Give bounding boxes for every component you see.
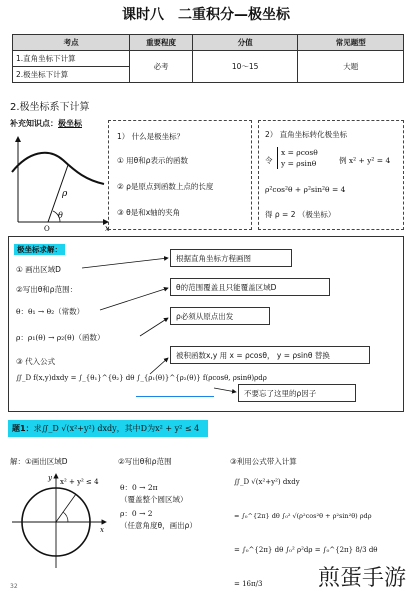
- table-cell: 必考: [130, 51, 193, 83]
- page-title: 课时八 二重积分—极坐标: [122, 7, 290, 23]
- theta-note: （覆盖整个圆区域）: [120, 495, 188, 504]
- x-label: x: [105, 224, 110, 232]
- table-header: 重要程度: [130, 35, 193, 51]
- rho-factor-underline: [136, 396, 214, 397]
- note-rho-text: ρ必须从原点出发: [176, 312, 234, 321]
- table-cell: 10～15: [192, 51, 298, 83]
- calc-line-2: = ∫₀^{2π} dθ ∫₀² √(ρ²cos²θ + ρ²sin²θ) ρdρ: [234, 512, 372, 520]
- angle-arc: [63, 512, 68, 522]
- example-text: 求∬_D √(x²+y²) dxdy，其中D为x² + y² ≤ 4: [33, 424, 200, 433]
- example-banner: [8, 420, 208, 437]
- def-item-3: ③ θ是和x轴的夹角: [117, 208, 181, 217]
- question-1: 1） 什么是极坐标？: [117, 132, 185, 141]
- def-item-1: ① 用θ和ρ表示的函数: [117, 156, 188, 165]
- note-rho-factor-text: 不要忘了这里的ρ因子: [244, 389, 317, 398]
- region-circle-graph: [10, 470, 110, 570]
- method-theta-range: θ：θ₁ → θ₂（常数）: [16, 307, 85, 316]
- method-header-text: 极坐标求解：: [14, 244, 65, 255]
- page-number: 32: [10, 583, 18, 590]
- table-header: 考点: [13, 35, 130, 51]
- conversion-result: 得 ρ = 2 （极坐标）: [265, 210, 336, 219]
- method-step-3: ③ 代入公式: [16, 357, 56, 366]
- table-cell: 大题: [298, 51, 404, 83]
- solution-step-1: 解：①画出区域D: [10, 457, 68, 466]
- system-eq-x: x = ρcosθ: [281, 148, 318, 157]
- method-step-2: ②写出θ和ρ范围：: [16, 285, 78, 294]
- y-label: y: [48, 474, 52, 482]
- conversion-step: ρ²cos²θ + ρ²sin²θ = 4: [265, 185, 346, 194]
- origin-label: O: [44, 225, 50, 232]
- table-header: 常见题型: [298, 35, 404, 51]
- rho-note: （任意角度θ，画出ρ）: [120, 521, 197, 530]
- calc-line-3: = ∫₀^{2π} dθ ∫₀² ρ²dρ = ∫₀^{2π} 8/3 dθ: [234, 546, 378, 554]
- x-label: x: [100, 526, 104, 534]
- table-cell: 1.直角坐标下计算: [13, 51, 130, 67]
- solution-step-3: ③利用公式带入计算: [230, 457, 297, 466]
- conversion-let: 令: [265, 156, 273, 165]
- brand-watermark: 煎蛋手游: [317, 566, 406, 591]
- note-theta-text: θ的范围覆盖且只能覆盖区域D: [176, 283, 277, 292]
- method-step-1: ① 画出区域D: [16, 265, 61, 274]
- table-cell: 2.极坐标下计算: [13, 67, 130, 83]
- polar-formula: ∬_D f(x,y)dxdy = ∫_{θ₁}^{θ₂} dθ ∫_{ρ₁(θ)}^{ρ₂(θ)} f(ρcosθ, ρsinθ)ρdρ: [16, 374, 267, 382]
- supplement-label-text: 补充知识点：: [10, 119, 58, 128]
- solution-step-2: ②写出θ和ρ范围: [118, 457, 172, 466]
- theta-label: θ: [58, 211, 63, 220]
- rho-range: ρ：0 → 2: [120, 509, 153, 518]
- radius-line: [56, 494, 76, 522]
- method-rho-range: ρ：ρ₁(θ) → ρ₂(θ)（函数）: [16, 333, 105, 342]
- system-eq-y: y = ρsinθ: [281, 159, 317, 168]
- calc-line-4: = 16π/3: [234, 580, 263, 588]
- def-item-2: ② ρ是原点到函数上点的长度: [117, 182, 214, 191]
- theta-range: θ：0 → 2π: [120, 483, 158, 492]
- rho-label: ρ: [62, 189, 68, 199]
- supplement-topic: 极坐标: [58, 119, 82, 128]
- note-draw-text: 根据直角坐标方程画图: [176, 254, 251, 263]
- conversion-example: 例 x² + y² = 4: [339, 156, 391, 165]
- calc-line-1: ∬_D √(x²+y²) dxdy: [234, 478, 300, 486]
- circle-inequality: x² + y² ≤ 4: [60, 478, 99, 486]
- table-header: 分值: [192, 35, 298, 51]
- note-substitute-text: 被积函数x,y 用 x = ρcosθ， y = ρsinθ 替换: [176, 351, 330, 360]
- conversion-title: 2） 直角坐标转化极坐标: [265, 130, 348, 139]
- section-heading: 2.极坐标系下计算: [10, 102, 90, 113]
- example-label: 题1：: [12, 424, 34, 433]
